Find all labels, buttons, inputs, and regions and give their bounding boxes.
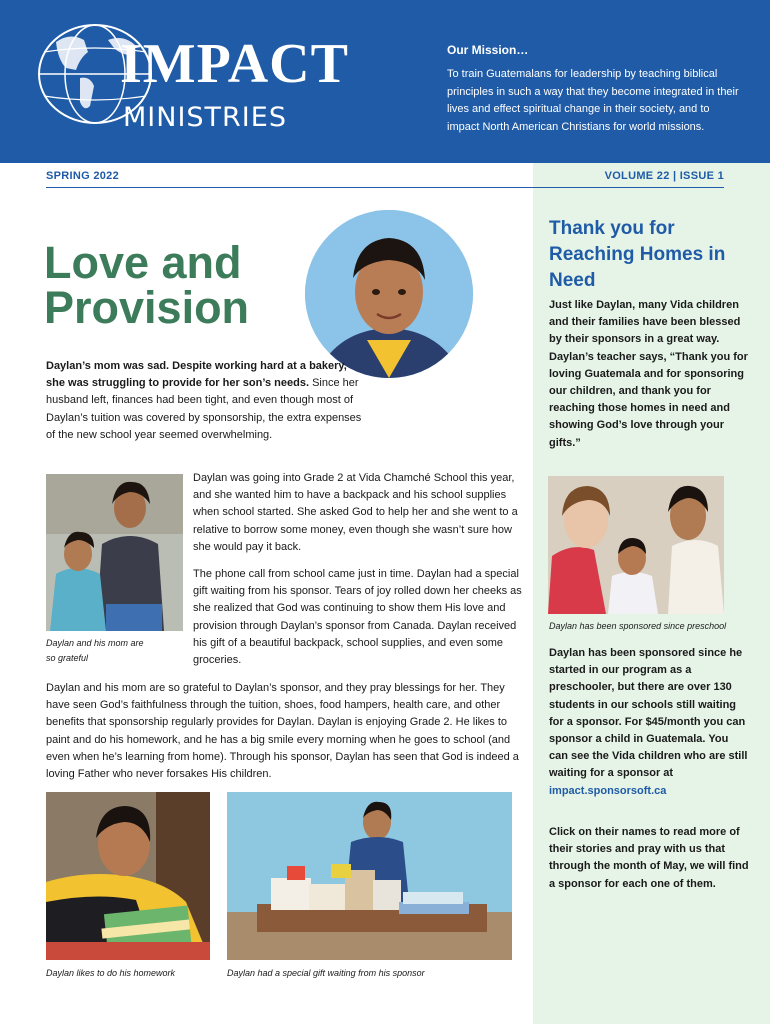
caption-gift: Daylan had a special gift waiting from his sponsor: [227, 968, 425, 978]
article-lead: [46, 358, 366, 444]
caption-mom: [46, 636, 144, 666]
sidebar-title: Thank you for Reaching Homes in Need: [549, 218, 726, 291]
homework-photo: [46, 792, 210, 960]
sidebar-text-2-body: Daylan has been sponsored since he started in our program as a preschooler, but there are over 130 students in our schools still waiting for a sponsor. For $45/month you can sponsor a child in Guatemala. You can see the Vida children who are still waiting for a sponsor at: [549, 647, 748, 780]
mom-and-son-image: [46, 474, 183, 631]
issue-season: SPRING 2022: [46, 170, 120, 182]
caption-sponsored: Daylan has been sponsored since preschool: [549, 621, 727, 631]
sidebar-text-1: Just like Daylan, many Vida children and their families have been blessed by their sponsors in a great way. Daylan’s teacher says, “Thank you for loving Guatemala and for sponsoring our children, and thank you for reaching those homes in need and showing God’s love through your gifts.”: [549, 299, 748, 449]
article-paragraph-3: Daylan and his mom are so grateful to Daylan’s sponsor, and they pray blessings for her. They have seen God’s faithfulness through the tuition, shoes, food hampers, health care, and other benefits that sponsorship regularly provides for Daylan. Daylan is enjoying Grade 2. He likes to paint and do his homework, and he has a big smile every morning when he goes to school (and even when he’s learning from home). Through his sponsor, Daylan has seen that God is indeed a loving Father who never forsakes His children.: [46, 682, 519, 781]
article-paragraph-1: Daylan was going into Grade 2 at Vida Chamché School this year, and she wanted him to have a backpack and his school supplies when school started. She asked God to help her and she went to a relative to borrow some money, even though she wasn’t sure how she would pay it back.: [193, 472, 518, 553]
mission-heading: Our Mission…: [447, 43, 529, 57]
caption-mom-line-2: so grateful: [46, 653, 89, 663]
sponsorsoft-link[interactable]: impact.sponsorsoft.ca: [549, 784, 667, 797]
sidebar-text-2: [549, 645, 749, 800]
lead-bold: Daylan’s mom was sad. Despite working hard at a bakery, she was struggling to provide for her son’s needs.: [46, 360, 347, 390]
title-line-1: Love and: [44, 237, 242, 288]
boy-portrait-image: [305, 210, 473, 378]
lead-rest: Since her husband left, finances had been tight, and even though most of Daylan’s tuition was covered by sponsorship, the extra expenses of the new school year seemed overwhelming.: [46, 377, 362, 441]
logo-ministries-text: MINISTRIES: [123, 102, 287, 133]
sidebar-text-3: Click on their names to read more of their stories and pray with us that through the month of May, we will find a sponsor for each one of them.: [549, 826, 749, 890]
caption-homework: Daylan likes to do his homework: [46, 968, 176, 978]
caption-mom-line-1: Daylan and his mom are: [46, 638, 144, 648]
mom-and-son-photo: [46, 474, 183, 631]
masthead: [0, 0, 770, 163]
logo-impact-text: IMPACT: [120, 33, 349, 95]
homework-image: [46, 792, 210, 960]
title-line-2: Provision: [44, 282, 250, 333]
gift-photo: [227, 792, 512, 960]
portrait-photo: [305, 210, 473, 378]
gift-image: [227, 792, 512, 960]
article-paragraph-2: The phone call from school came just in time. Daylan had a special gift waiting from his sponsor. Tears of joy rolled down her cheeks as she realized that God was continuing to show them His love and provision through Daylan’s sponsor from Canada. Daylan received his gift of a beautiful backpack, school supplies, and even some groceries.: [193, 568, 522, 667]
sponsored-since-preschool-photo: [548, 476, 724, 614]
mission-statement: To train Guatemalans for leadership by teaching biblical principles in such a way that they become integrated in their lives and effect spiritual change in their society, and to impact North American Christians for world missions.: [447, 68, 739, 133]
article-title: [44, 237, 344, 333]
family-image: [548, 476, 724, 614]
issue-volume: VOLUME 22 | ISSUE 1: [604, 170, 724, 182]
header-divider: [46, 187, 724, 188]
